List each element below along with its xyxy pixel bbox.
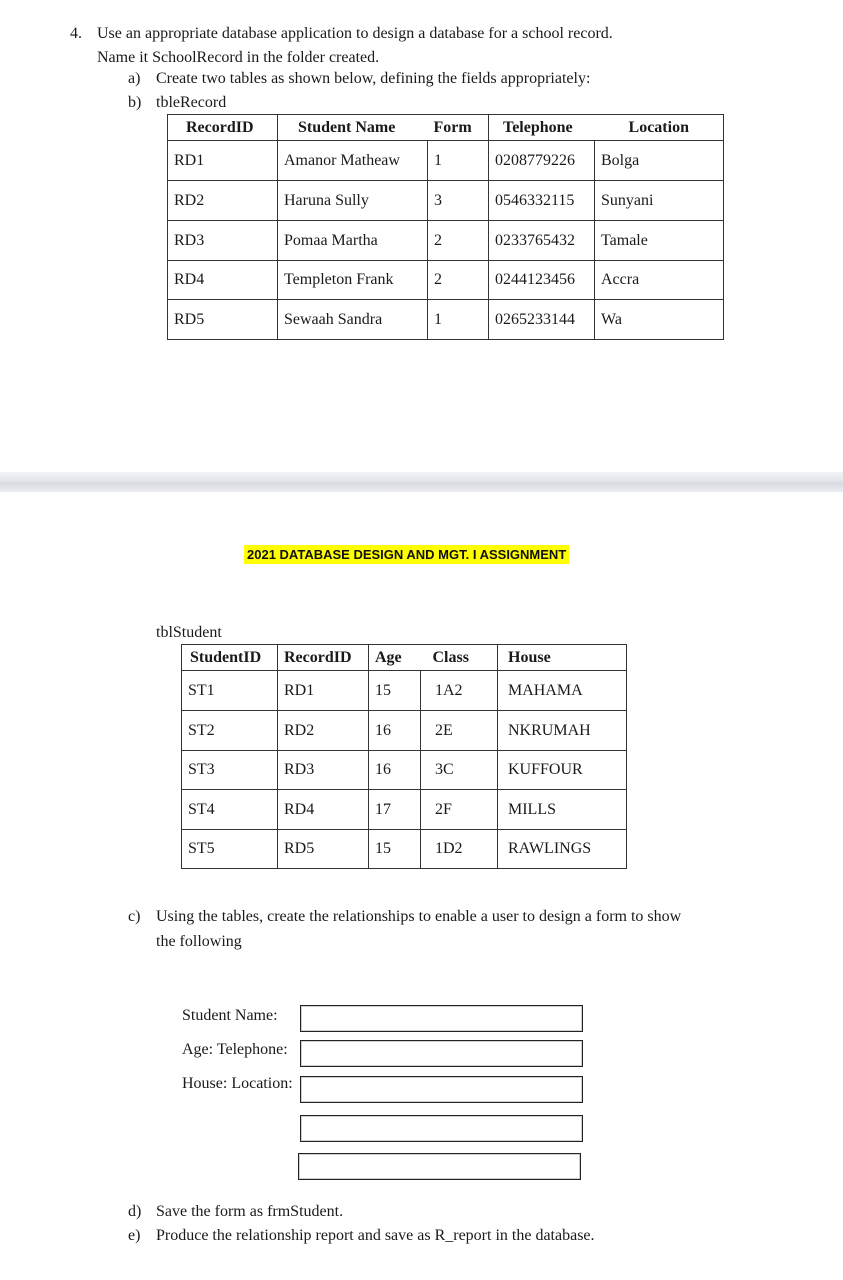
table-cell: 0265233144 [489,300,595,340]
header-cell: Age [369,645,421,671]
table-row [168,300,724,340]
form-field-3[interactable] [300,1076,583,1103]
table-cell: ST3 [182,751,278,790]
table-cell: 1 [428,141,489,181]
table-cell: RD3 [168,221,278,261]
table-cell: ST5 [182,830,278,869]
table-cell: ST1 [182,671,278,711]
record-table [167,114,724,340]
table-row [168,181,724,221]
table-cell: MILLS [498,790,627,830]
record-table-header [168,115,724,141]
table-cell: 3C [421,751,498,790]
table-row [168,261,724,300]
table-cell: RD4 [168,261,278,300]
table-cell: RD2 [168,181,278,221]
header-cell: Form [428,115,489,141]
item-c-text-1: Using the tables, create the relationships to enable a user to design a form to show [156,908,682,925]
table-row [182,830,627,869]
table-cell: 2 [428,261,489,300]
header-cell: RecordID [278,645,369,671]
form-label-age-telephone: Age: Telephone: [182,1041,288,1058]
table-cell: 15 [369,671,421,711]
form-label-student-name: Student Name: [182,1007,278,1024]
form-label-house-location: House: Location: [182,1075,293,1092]
item-b-marker: b) [128,94,142,111]
item-c-marker: c) [128,908,141,925]
table-cell: Haruna Sully [278,181,428,221]
header-cell: RecordID [168,115,278,141]
header-cell: Telephone [489,115,595,141]
table-cell: 1A2 [421,671,498,711]
table-cell: 0233765432 [489,221,595,261]
table-cell: Sewaah Sandra [278,300,428,340]
header-cell: Location [595,115,724,141]
table-cell: 1D2 [421,830,498,869]
table-cell: Templeton Frank [278,261,428,300]
header-cell: StudentID [182,645,278,671]
table-cell: RD5 [278,830,369,869]
table-cell: 2E [421,711,498,751]
table-cell: RD1 [278,671,369,711]
table-cell: RD4 [278,790,369,830]
item-a-marker: a) [128,70,141,87]
form-field-5[interactable] [298,1153,581,1180]
form-field-1[interactable] [300,1005,583,1032]
table-cell: 2F [421,790,498,830]
table-cell: NKRUMAH [498,711,627,751]
table-row [182,711,627,751]
header-cell: Student Name [278,115,428,141]
table-cell: Bolga [595,141,724,181]
table-cell: Wa [595,300,724,340]
student-table-header [182,645,627,671]
table-cell: RD3 [278,751,369,790]
table-row [168,221,724,261]
question-line-1: Use an appropriate database application to design a database for a school record. [97,25,613,42]
page-break [0,472,843,492]
student-table-title: tblStudent [156,624,222,641]
question-line-2: Name it SchoolRecord in the folder created. [97,49,380,66]
table-cell: 16 [369,711,421,751]
table-cell: Pomaa Martha [278,221,428,261]
table-cell: 17 [369,790,421,830]
item-a-text: Create two tables as shown below, defining the fields appropriately: [156,70,591,87]
item-d-text: Save the form as frmStudent. [156,1203,344,1220]
header-cell: Class [421,645,498,671]
table-row [182,751,627,790]
item-c-text-2: the following [156,933,242,950]
student-table [181,644,627,869]
table-row [182,671,627,711]
table-cell: 0208779226 [489,141,595,181]
table-cell: ST2 [182,711,278,751]
table-cell: RD5 [168,300,278,340]
table-cell: 0244123456 [489,261,595,300]
form-field-2[interactable] [300,1040,583,1067]
header-cell: House [498,645,627,671]
table-cell: 16 [369,751,421,790]
item-b-text: tbleRecord [156,94,227,111]
table-cell: RD1 [168,141,278,181]
table-cell: Sunyani [595,181,724,221]
table-cell: ST4 [182,790,278,830]
table-cell: 15 [369,830,421,869]
table-row [168,141,724,181]
item-e-marker: e) [128,1227,141,1244]
table-cell: 1 [428,300,489,340]
assignment-banner: 2021 DATABASE DESIGN AND MGT. I ASSIGNMENT [244,545,569,564]
table-cell: 0546332115 [489,181,595,221]
table-row [182,790,627,830]
table-cell: RAWLINGS [498,830,627,869]
table-cell: 2 [428,221,489,261]
table-cell: Amanor Matheaw [278,141,428,181]
item-e-text: Produce the relationship report and save as R_report in the database. [156,1227,595,1244]
item-d-marker: d) [128,1203,142,1220]
table-cell: KUFFOUR [498,751,627,790]
table-cell: Tamale [595,221,724,261]
table-cell: RD2 [278,711,369,751]
question-number: 4. [70,25,82,42]
form-field-4[interactable] [300,1115,583,1142]
table-cell: Accra [595,261,724,300]
table-cell: MAHAMA [498,671,627,711]
table-cell: 3 [428,181,489,221]
